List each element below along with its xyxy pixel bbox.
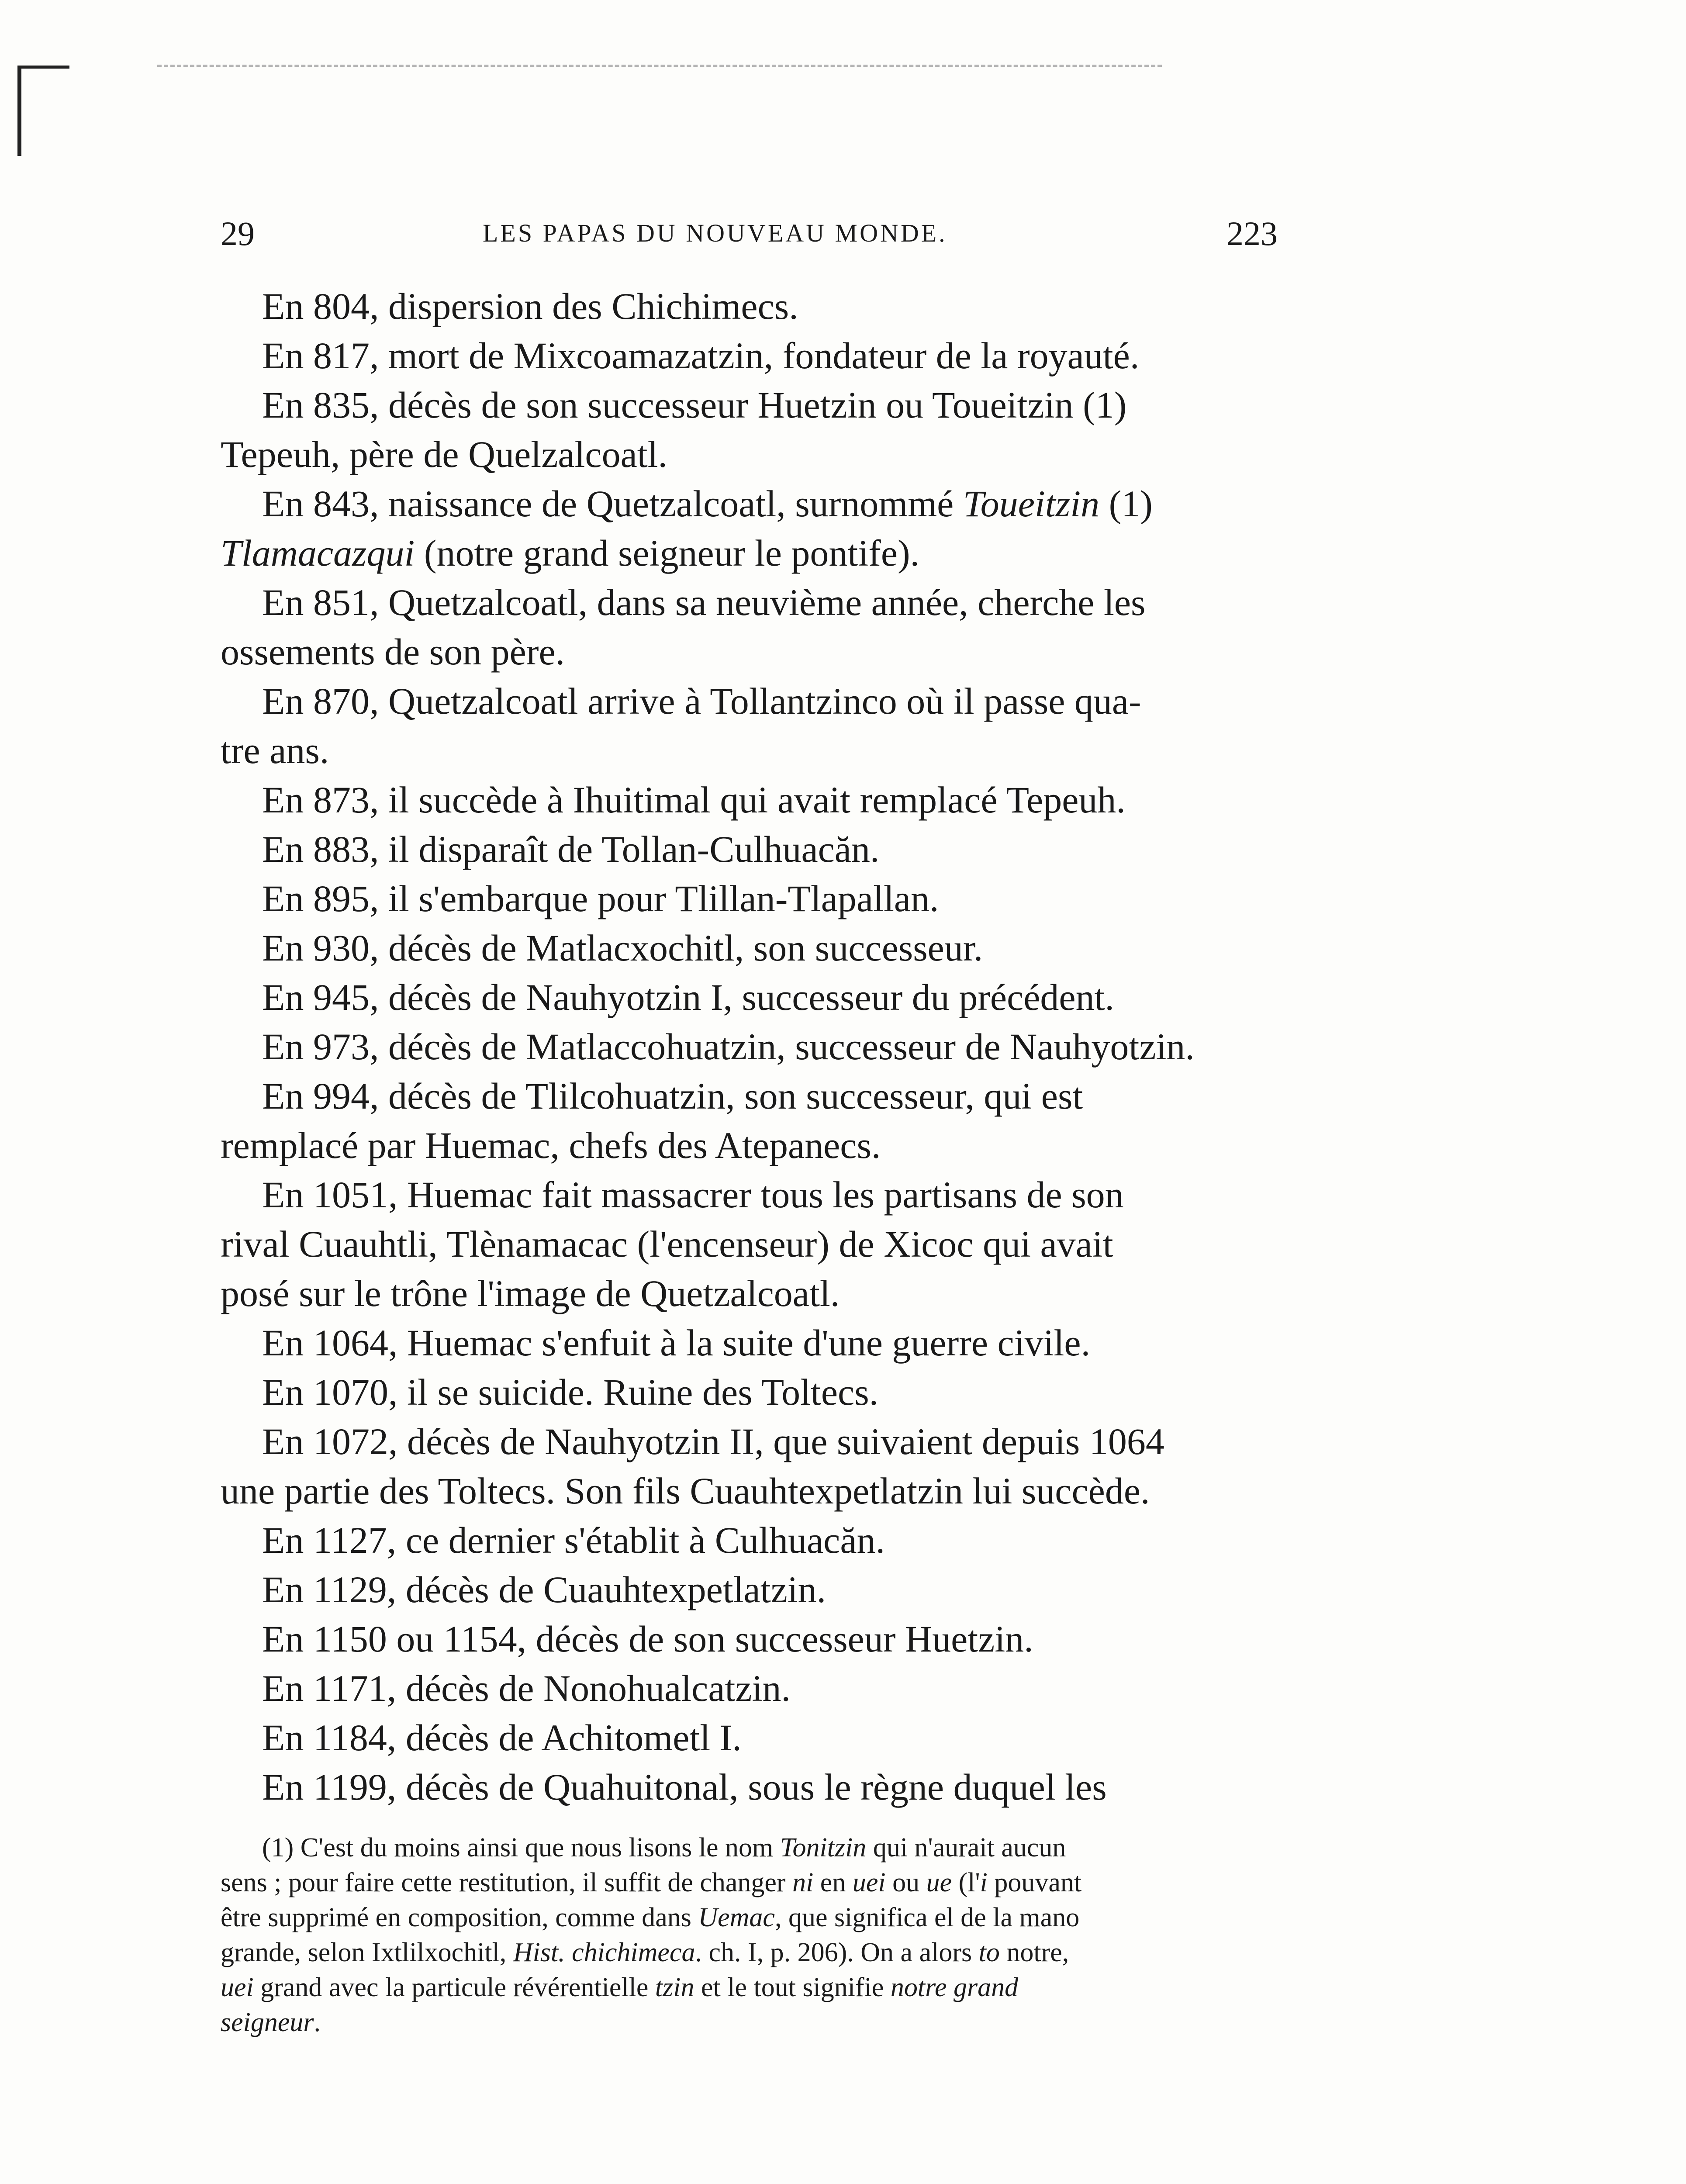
footnote-line [221, 1900, 1278, 1935]
text-span: grand avec la particule révérentielle [253, 1973, 655, 2002]
text-span: être supprimé en composition, comme dans [221, 1903, 698, 1932]
page-number: 223 [1226, 214, 1278, 252]
text-line: Tepeuh, père de Quelzalcoatl. [221, 433, 668, 475]
text-line: rival Cuauhtli, Tlènamacac (l'encenseur) de Xicoc qui avait [221, 1223, 1113, 1265]
text-span: ou [885, 1868, 926, 1897]
italic-term: ni [792, 1868, 814, 1897]
text-line: En 1072, décès de Nauhyotzin II, que suivaient depuis 1064 [262, 1420, 1164, 1462]
text-line: remplacé par Huemac, chefs des Atepanecs. [221, 1124, 881, 1166]
text-line: En 804, dispersion des Chichimecs. [262, 285, 798, 327]
text-line: En 1171, décès de Nonohualcatzin. [262, 1667, 791, 1709]
scan-top-edge [157, 65, 1162, 67]
text-line: En 994, décès de Tlilcohuatzin, son successeur, qui est [262, 1075, 1083, 1117]
text-line: En 835, décès de son successeur Huetzin ou Toueitzin (1) [262, 384, 1127, 426]
italic-term: Hist. chichimeca [513, 1938, 695, 1967]
footnote-line [221, 1865, 1278, 1900]
running-title: LES PAPAS DU NOUVEAU MONDE. [483, 219, 947, 247]
text-line: une partie des Toltecs. Son fils Cuauhtexpetlatzin lui succède. [221, 1470, 1150, 1512]
footnote-line [221, 2005, 1278, 2040]
text-line: tre ans. [221, 729, 329, 771]
scan-corner-mark [17, 66, 69, 156]
text-span: notre, [999, 1938, 1069, 1967]
text-line: En 1184, décès de Achitometl I. [262, 1717, 742, 1759]
text-line: En 930, décès de Matlacxochitl, son successeur. [262, 927, 983, 969]
text-span: En 843, naissance de Quetzalcoatl, surnommé [262, 483, 963, 525]
text-span: en [813, 1868, 853, 1897]
italic-term: seigneur [221, 2008, 314, 2037]
text-line: En 873, il succède à Ihuitimal qui avait remplacé Tepeuh. [262, 779, 1126, 821]
text-span: qui n'aurait aucun [866, 1833, 1066, 1863]
text-span: sens ; pour faire cette restitution, il suffit de changer [221, 1868, 793, 1897]
running-header [221, 210, 1278, 262]
text-line: En 1150 ou 1154, décès de son successeur Huetzin. [262, 1618, 1033, 1660]
text-span: pouvant [987, 1868, 1082, 1897]
text-line: En 1070, il se suicide. Ruine des Toltecs. [262, 1371, 879, 1413]
text-line: En 895, il s'embarque pour Tlillan-Tlapallan. [262, 878, 939, 919]
footnote-line [221, 1830, 1278, 1865]
text-span: . [314, 2008, 321, 2037]
italic-term: uei [852, 1868, 886, 1897]
text-line: En 973, décès de Matlaccohuatzin, successeur de Nauhyotzin. [262, 1026, 1195, 1068]
text-span: et le tout signifie [694, 1973, 891, 2002]
italic-term: notre grand [890, 1973, 1019, 2002]
text-span: . ch. I, p. 206). On a alors [695, 1938, 979, 1967]
text-span: grande, selon Ixtlilxochitl, [221, 1938, 513, 1967]
italic-term: Uemac [698, 1903, 775, 1932]
text-line [221, 479, 1278, 529]
italic-term: uei [221, 1973, 254, 2002]
text-span: (notre grand seigneur le pontife). [415, 532, 920, 574]
italic-term: to [978, 1938, 1000, 1967]
text-line: En 1051, Huemac fait massacrer tous les partisans de son [262, 1174, 1124, 1216]
italic-term: Toueitzin [963, 483, 1100, 525]
text-line: En 1199, décès de Quahuitonal, sous le règne duquel les [262, 1766, 1107, 1808]
footnote-line [221, 1935, 1278, 1970]
text-line: En 1127, ce dernier s'établit à Culhuacăn. [262, 1519, 885, 1561]
signature-mark: 29 [221, 214, 255, 252]
text-line: En 1064, Huemac s'enfuit à la suite d'une guerre civile. [262, 1322, 1091, 1364]
text-line: En 817, mort de Mixcoamazatzin, fondateur de la royauté. [262, 335, 1140, 377]
italic-term: tzin [655, 1973, 694, 2002]
footnote-line [221, 1970, 1278, 2005]
text-line: En 851, Quetzalcoatl, dans sa neuvième année, cherche les [262, 581, 1146, 623]
text-line [221, 529, 1278, 578]
footnote [221, 1830, 1278, 2040]
text-line: posé sur le trône l'image de Quetzalcoatl. [221, 1272, 840, 1314]
text-line: En 870, Quetzalcoatl arrive à Tollantzinco où il passe qua- [262, 680, 1141, 722]
text-line: En 945, décès de Nauhyotzin I, successeur du précédent. [262, 976, 1114, 1018]
body-text [221, 282, 1278, 1812]
italic-term: ue [926, 1868, 952, 1897]
italic-term: i [980, 1868, 988, 1897]
text-line: ossements de son père. [221, 631, 565, 673]
text-span: , que significa el de la mano [774, 1903, 1080, 1932]
text-line: En 883, il disparaît de Tollan-Culhuacăn. [262, 828, 880, 870]
italic-term: Tlamacazqui [221, 532, 415, 574]
italic-term: Tonitzin [780, 1833, 867, 1863]
text-span: (l' [952, 1868, 980, 1897]
footnote-ref: (1) [1099, 483, 1153, 525]
text-line: En 1129, décès de Cuauhtexpetlatzin. [262, 1569, 826, 1610]
text-span: (1) C'est du moins ainsi que nous lisons le nom [262, 1833, 780, 1863]
